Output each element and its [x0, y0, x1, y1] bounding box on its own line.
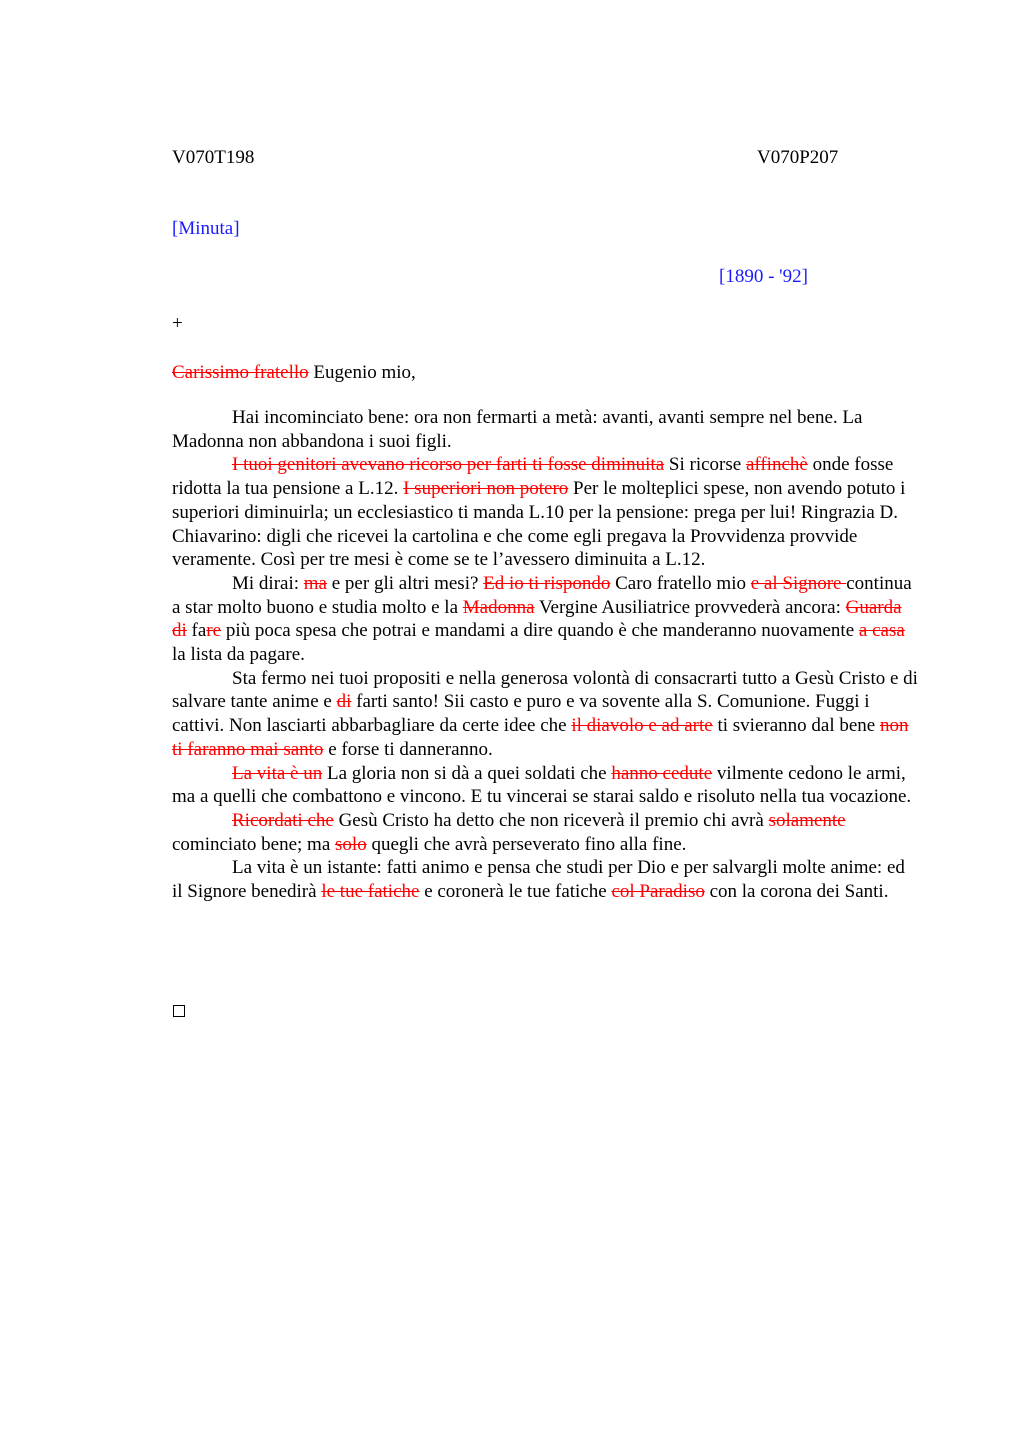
deleted-text: non ti faranno mai santo	[172, 715, 909, 760]
paragraph-text: onde fosse ridotta la tua pensione a L.12.	[172, 454, 894, 500]
deleted-text: re	[206, 620, 222, 642]
paragraph-text: Caro fratello mio	[610, 572, 751, 594]
letter-paragraph	[172, 453, 920, 572]
letter-paragraph	[172, 762, 920, 809]
date-label: [1890 - '92]	[719, 266, 808, 287]
letter-paragraph	[172, 406, 920, 453]
paragraph-text: Vergine Ausiliatrice provvederà ancora:	[534, 596, 846, 618]
deleted-text: e al Signore	[750, 572, 847, 594]
deleted-text: La vita è un	[232, 762, 323, 784]
deleted-text: col Paradiso	[611, 881, 705, 903]
salutation-text: Eugenio mio,	[308, 362, 416, 383]
deleted-text: di	[336, 691, 352, 713]
paragraph-text: quegli che avrà perseverato fino alla fine.	[366, 833, 687, 855]
salutation-deleted: Carissimo fratello	[172, 362, 309, 383]
paragraph-text: vilmente cedono le armi, ma a quelli che combattono e vincono. E tu vincerai se starai saldo e risoluto nella tua vocazione.	[172, 762, 912, 808]
paragraph-text: Mi dirai:	[232, 572, 304, 594]
paragraph-text: con la corona dei Santi.	[704, 881, 889, 903]
paragraph-text: Si ricorse	[664, 454, 746, 476]
deleted-text: Ed io ti rispondo	[483, 572, 611, 594]
paragraph-text: cominciato bene; ma	[172, 833, 336, 855]
deleted-text: il diavolo e ad arte	[571, 715, 713, 737]
letter-paragraph	[172, 667, 920, 762]
paragraph-text: Hai incominciato bene: ora non fermarti a metà: avanti, avanti sempre nel bene. La Madonna non abbandona i suoi figli.	[172, 407, 863, 452]
paragraph-text: e forse ti danneranno.	[323, 738, 493, 760]
deleted-text: ma	[303, 572, 327, 594]
paragraph-text: continua a star molto buono e studia molto e la	[172, 572, 912, 618]
deleted-text: solo	[335, 833, 367, 855]
paragraph-text: più poca spesa che potrai e mandami a dire quando è che manderanno nuovamente	[221, 620, 859, 642]
document-code-right: V070P207	[757, 147, 839, 168]
letter-paragraph	[172, 809, 920, 856]
deleted-text: Guarda di	[172, 596, 902, 642]
deleted-text: solamente	[768, 809, 846, 831]
paragraph-text: Gesù Cristo ha detto che non riceverà il premio chi avrà	[333, 809, 769, 831]
paragraph-text: fa	[186, 620, 207, 642]
document-code-left: V070T198	[172, 147, 255, 168]
deleted-text: Madonna	[462, 596, 535, 618]
paragraph-text: La gloria non si dà a quei soldati che	[322, 762, 612, 784]
salutation	[172, 362, 416, 384]
deleted-text: affinchè	[745, 454, 808, 476]
deleted-text: I tuoi genitori avevano ricorso per farti ti fosse diminuita	[232, 454, 665, 476]
paragraph-text: e per gli altri mesi?	[327, 572, 484, 594]
paragraph-text: La vita è un istante: fatti animo e pensa che studi per Dio e per salvargli molte anime: ed il Signore benedirà	[172, 857, 905, 903]
paragraph-text: Per le molteplici spese, non avendo potuto i superiori diminuirla; un ecclesiastico ti manda L.10 per la pensione: prega per lui! Ringrazia D. Chiavarino: digli che ricevei la cartolina e che come egli pregava la Provvidenza provvide veramente. Così per tre mesi è come se te l’avessero diminuita a L.12.	[172, 478, 906, 571]
paragraph-text: Sta fermo nei tuoi propositi e nella generosa volontà di consacrarti tutto a Gesù Cristo e di salvare tante anime e	[172, 667, 918, 713]
letter-paragraph	[172, 572, 920, 667]
letter-body	[172, 406, 920, 904]
deleted-text: hanno cedute	[611, 762, 713, 784]
paragraph-text: farti santo! Sii casto e puro e va sovente alla S. Comunione. Fuggi i cattivi. Non lasciarti abbarbagliare da certe idee che	[172, 691, 870, 737]
deleted-text: Ricordati che	[232, 809, 334, 831]
paragraph-text: e coronerà le tue fatiche	[419, 881, 612, 903]
cross-mark: +	[172, 313, 183, 334]
paragraph-text: ti svieranno dal bene	[712, 715, 880, 737]
deleted-text: a casa	[858, 620, 905, 642]
letter-paragraph	[172, 856, 920, 903]
deleted-text: le tue fatiche	[321, 881, 420, 903]
paragraph-text: la lista da pagare.	[172, 644, 305, 666]
empty-square-mark	[173, 1005, 185, 1017]
minuta-label: [Minuta]	[172, 218, 240, 239]
deleted-text: I superiori non potero	[403, 478, 569, 500]
